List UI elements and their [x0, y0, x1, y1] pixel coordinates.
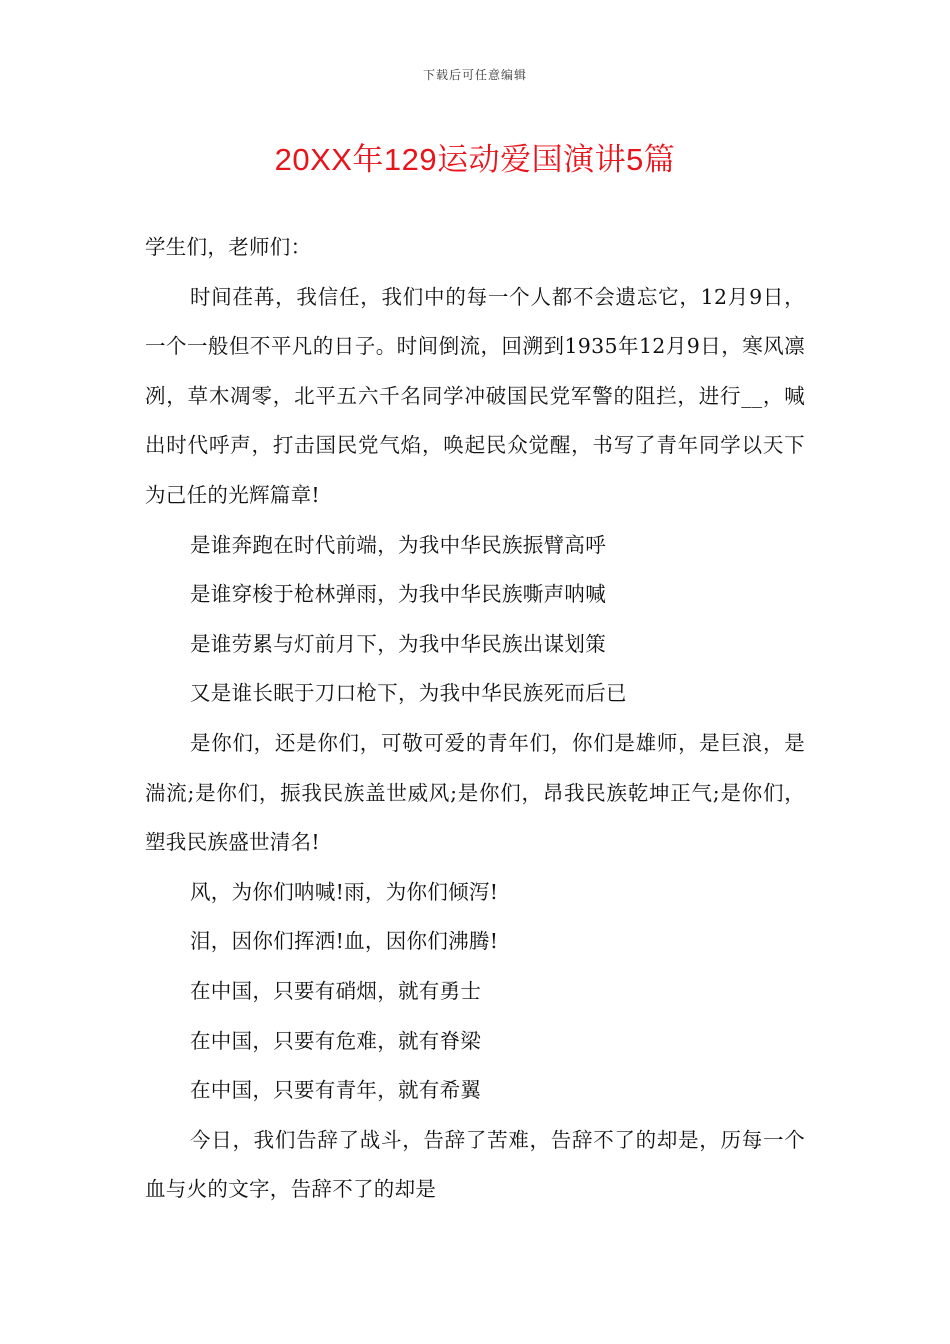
paragraph: 泪，因你们挥洒!血，因你们沸腾! — [190, 929, 499, 954]
document-title: 20XX年129运动爱国演讲5篇 — [274, 142, 676, 177]
paragraph: 是谁穿梭于枪林弹雨，为我中华民族嘶声呐喊 — [190, 582, 606, 607]
paragraph-greeting: 学生们，老师们： — [145, 235, 312, 259]
paragraph: 是你们，还是你们，可敬可爱的青年们，你们是雄师，是巨浪，是湍流;是你们，振我民族盖世威风;是你们，昂我民族乾坤正气;是你们，塑我民族盛世清名! — [145, 730, 805, 855]
document-body — [145, 223, 805, 1215]
paragraph: 风，为你们呐喊!雨，为你们倾泻! — [190, 879, 499, 904]
paragraph: 在中国，只要有危难，就有脊梁 — [190, 1028, 482, 1053]
paragraph: 是谁奔跑在时代前端，为我中华民族振臂高呼 — [190, 532, 606, 557]
paragraph: 今日，我们告辞了战斗，告辞了苦难，告辞不了的却是，历每一个血与火的文字，告辞不了的却是 — [145, 1127, 805, 1202]
paragraph: 是谁劳累与灯前月下，为我中华民族出谋划策 — [190, 631, 606, 656]
paragraph: 时间荏苒，我信任，我们中的每一个人都不会遗忘它，12月9日，一个一般但不平凡的日子。时间倒流，回溯到1935年12月9日，寒风凛冽，草木凋零，北平五六千名同学冲破国民党军警的阻拦，进行__，喊出时代呼声，打击国民党气焰，唤起民众觉醒，书写了青年同学以天下为己任的光辉篇章! — [145, 284, 805, 507]
paragraph: 又是谁长眠于刀口枪下，为我中华民族死而后已 — [190, 681, 627, 706]
paragraph: 在中国，只要有硝烟，就有勇士 — [190, 978, 482, 1003]
header-note: 下载后可任意编辑 — [422, 68, 527, 82]
paragraph: 在中国，只要有青年，就有希翼 — [190, 1078, 482, 1103]
